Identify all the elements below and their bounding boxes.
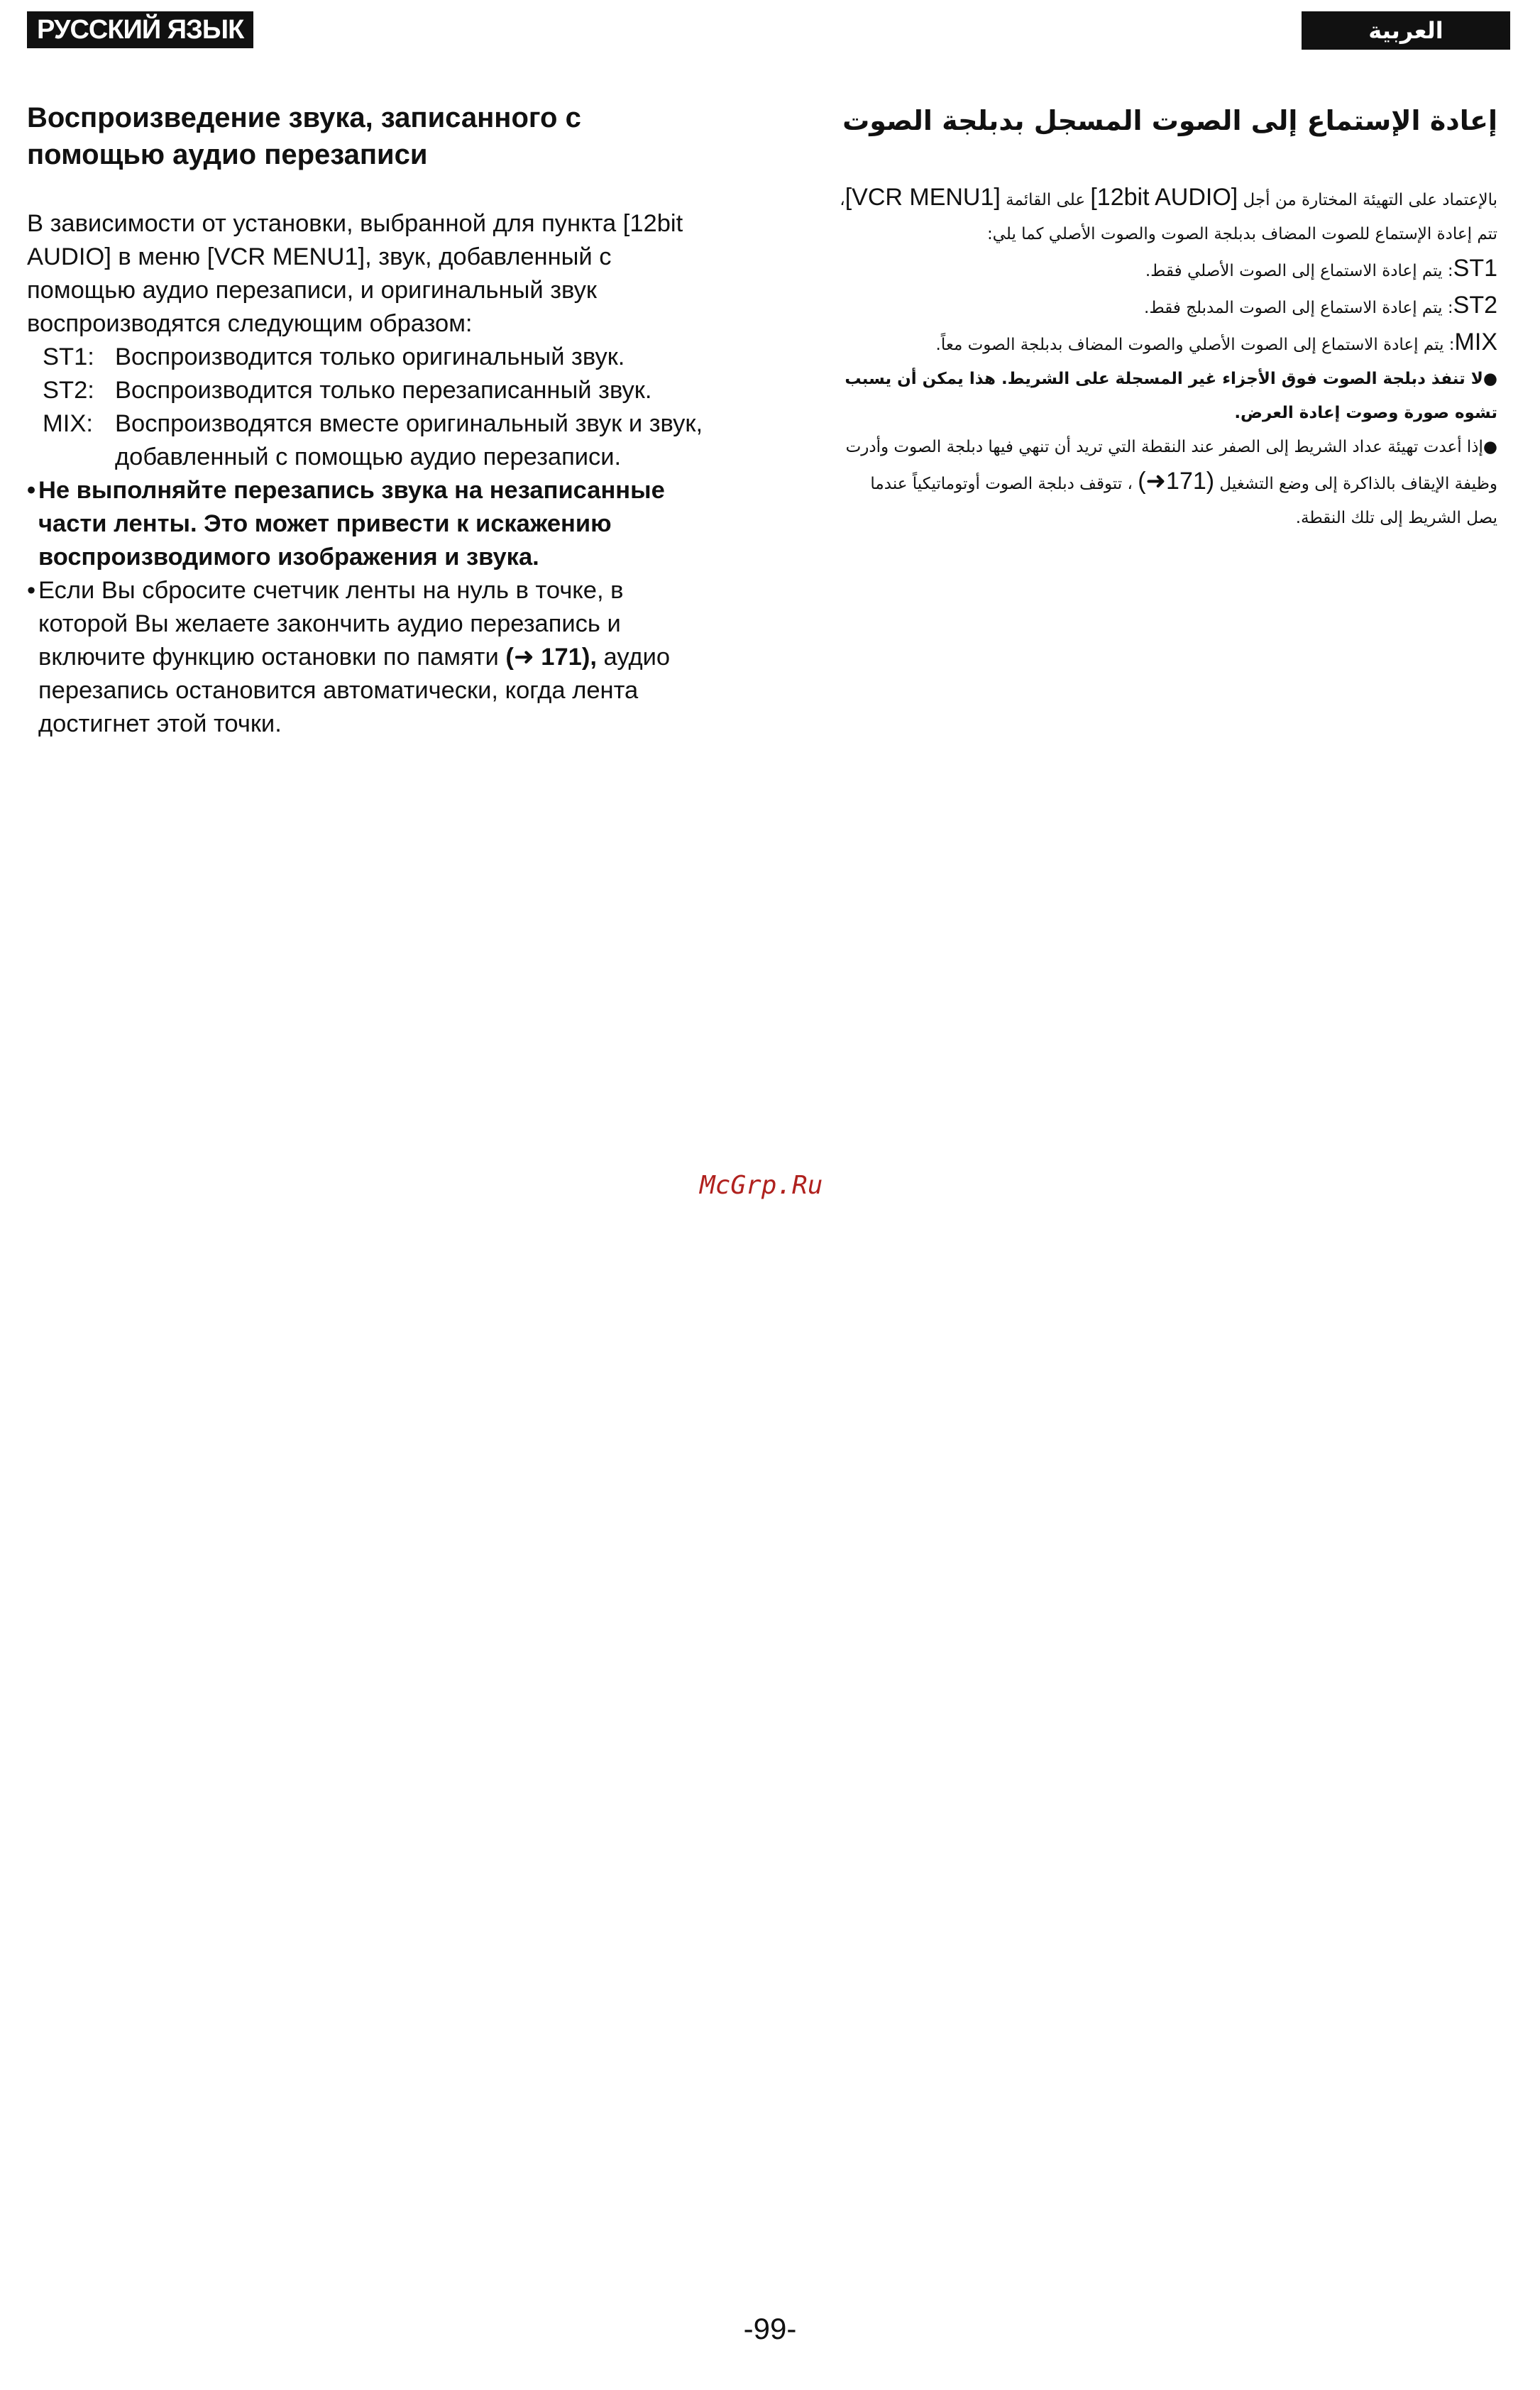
ar-mode-key: ST2 [1453,292,1497,319]
ar-section-title: إعادة الإستماع إلى الصوت المسجل بدبلجة الصوت [842,105,1497,136]
ar-intro-text: على القائمة [1000,191,1091,209]
page-number: -99- [743,2312,797,2345]
ar-warning-text: لا تنفذ دبلجة الصوت فوق الأجزاء غير المسجلة على الشريط. هذا يمكن أن يسبب تشوه صورة وصوت إعادة العرض. [845,370,1497,422]
ar-intro-text: بالإعتماد على التهيئة المختارة من أجل [1238,191,1497,209]
ru-tip-text-end: аудио перезапись остановится автоматически, когда лента достигнет этой точки. [38,644,671,737]
ar-mode-mix [837,325,1497,362]
bullet-dot-icon: • [27,477,36,504]
ru-tip-bullet [27,574,708,741]
ar-intro-paragraph [837,180,1497,251]
ar-tip-text: إذا أعدت تهيئة عداد الشريط إلى الصفر عند النقطة التي تريد أن تنهي فيها دبلجة الصوت وأدرت وظيفة الإيقاف بالذاكرة إلى وضع التشغيل [845,438,1497,493]
ru-warning-bullet [27,474,708,574]
ru-mode-desc: Воспроизводится только перезаписанный звук. [115,377,652,404]
ru-mode-desc: Воспроизводятся вместе оригинальный звук и звук, добавленный с помощью аудио перезаписи. [115,410,703,470]
ru-mode-key: MIX: [43,410,93,437]
ar-mode-key: MIX [1454,329,1497,356]
ar-tip-text-end: ، تتوقف دبلجة الصوت أوتوماتيكياً عندما يصل الشريط إلى تلك النقطة. [870,475,1497,527]
bullet-dot-icon: ● [1483,438,1497,456]
ru-warning-text: Не выполняйте перезапись звука на незаписанные части ленты. Это может привести к искажению воспроизводимого изображения и звука. [38,477,665,571]
ru-mode-st2 [27,374,708,407]
bullet-dot-icon: • [27,577,36,604]
watermark: McGrp.Ru [700,1171,823,1200]
ar-menu-name-label: [VCR MENU1] [845,184,1001,211]
ar-warning-bullet [837,362,1497,430]
ru-tip-text: Если Вы сбросите счетчик ленты на нуль в точке, в которой Вы желаете закончить аудио перезапись и включите функцию остановки по памяти [38,577,624,671]
ru-mode-mix [27,407,708,474]
arabic-column [837,99,1497,535]
ru-page-reference: (➜ 171), [505,644,597,671]
ar-page-reference: (➜171) [1138,468,1215,495]
ar-mode-st1 [837,251,1497,288]
ru-mode-desc: Воспроизводится только оригинальный звук. [115,343,625,370]
language-tag-russian: РУССКИЙ ЯЗЫК [27,11,253,48]
ru-mode-key: ST2: [43,377,94,404]
ar-mode-desc: : يتم إعادة الاستماع إلى الصوت المدبلج فقط. [1144,299,1453,317]
ru-mode-st1 [27,341,708,374]
ar-intro-text: ، تتم إعادة الإستماع للصوت المضاف بدبلجة الصوت والصوت الأصلي كما يلي: [840,191,1497,243]
russian-column [27,99,708,741]
ru-mode-key: ST1: [43,343,94,370]
ar-tip-bullet [837,430,1497,535]
ar-mode-st2 [837,288,1497,325]
ru-intro-paragraph: В зависимости от установки, выбранной для пункта [12bit AUDIO] в меню [VCR MENU1], звук, добавленный с помощью аудио перезаписи, и оригинальный звук воспроизводятся следующим образом: [27,210,683,337]
ru-section-title: Воспроизведение звука, записанного с помощью аудио перезаписи [27,102,581,170]
bullet-dot-icon: ● [1483,370,1497,388]
ar-mode-desc: : يتم إعادة الاستماع إلى الصوت الأصلي والصوت المضاف بدبلجة الصوت معاً. [935,336,1455,354]
ar-mode-desc: : يتم إعادة الاستماع إلى الصوت الأصلي فقط. [1145,262,1453,280]
ar-menu-item-label: [12bit AUDIO] [1090,184,1238,211]
language-tag-arabic: العربية [1302,11,1510,50]
ar-mode-key: ST1 [1453,255,1497,282]
